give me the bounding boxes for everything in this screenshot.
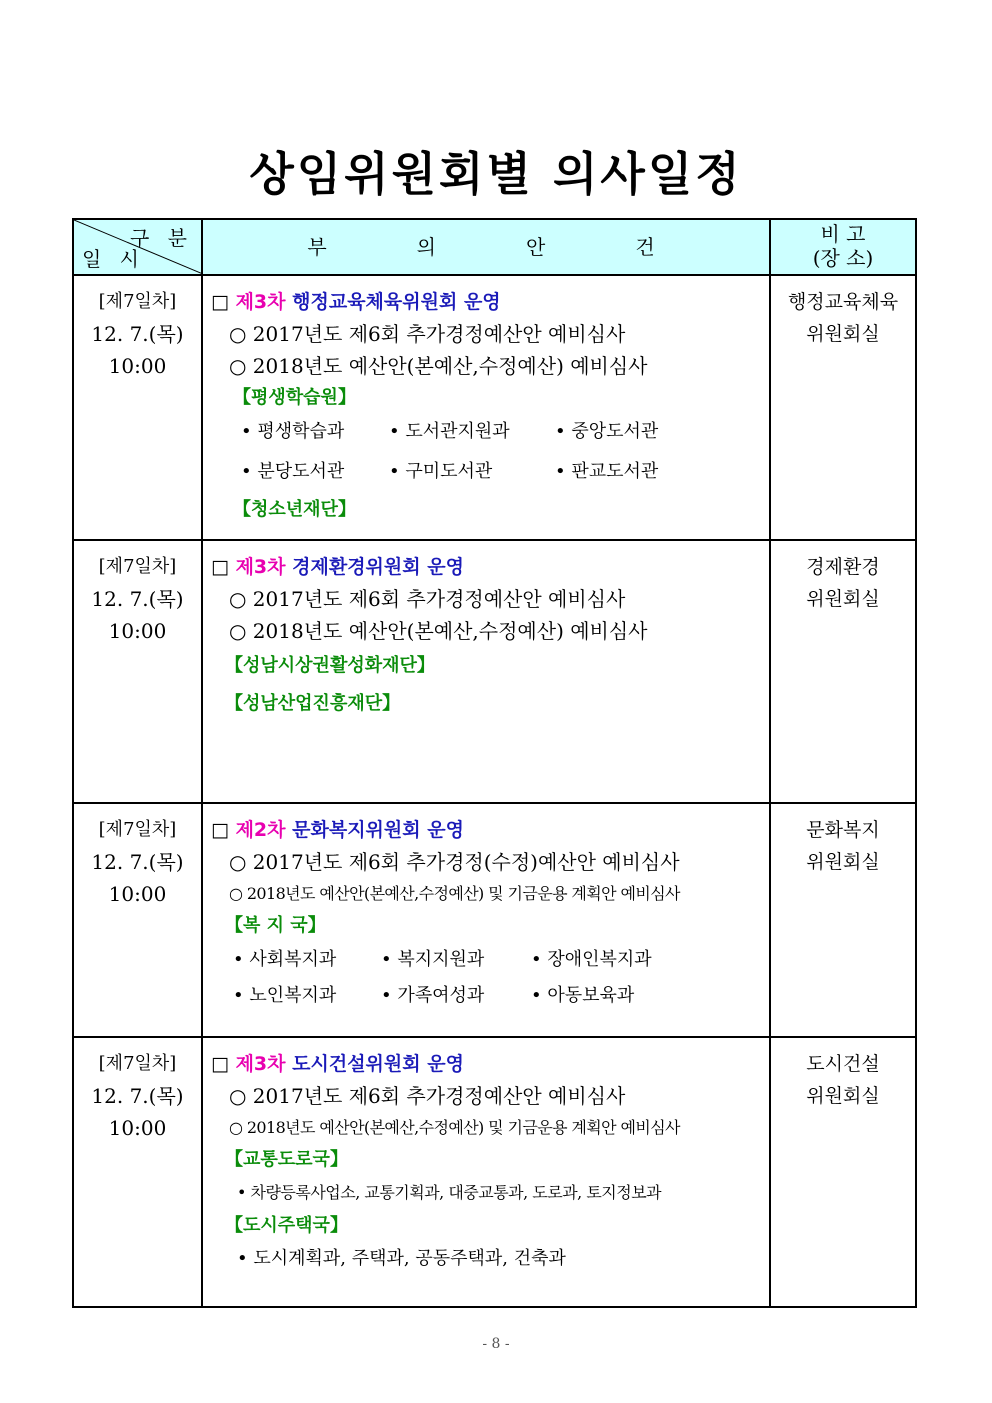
dept-item: • 중앙도서관 bbox=[555, 421, 659, 442]
agenda-item: ○ 2017년도 제6회 추가경정예산안 예비심사 bbox=[229, 322, 626, 346]
checkbox-icon: □ bbox=[211, 291, 229, 313]
schedule-table bbox=[72, 218, 917, 1308]
date-label: 12. 7.(목) bbox=[91, 587, 184, 611]
table-row bbox=[73, 540, 916, 803]
group-label: 【도시주택국】 bbox=[225, 1215, 348, 1236]
dept-item: • 구미도서관 bbox=[389, 461, 493, 482]
group-label: 【교통도로국】 bbox=[225, 1149, 348, 1170]
agenda-item: ○ 2018년도 예산안(본예산,수정예산) 및 기금운용 계획안 예비심사 bbox=[229, 884, 680, 903]
session-title: □ 제3차 도시건설위원회 운영 bbox=[211, 1053, 464, 1075]
time-label: 10:00 bbox=[108, 882, 167, 906]
group-label: 【평생학습원】 bbox=[233, 387, 356, 408]
group-label: 【성남산업진흥재단】 bbox=[225, 693, 401, 714]
group-label: 【복 지 국】 bbox=[225, 915, 326, 936]
day-label: [제7일차] bbox=[98, 556, 177, 577]
day-label: [제7일차] bbox=[98, 819, 177, 840]
header-note: 비 고 (장 소) bbox=[770, 219, 916, 275]
time-label: 10:00 bbox=[108, 354, 167, 378]
table-row bbox=[73, 1037, 916, 1307]
page-title: 상임위원회별 의사일정 bbox=[249, 147, 743, 201]
dept-item: • 분당도서관 bbox=[241, 461, 345, 482]
agenda-item: ○ 2017년도 제6회 추가경정예산안 예비심사 bbox=[229, 587, 626, 611]
group-label: 【청소년재단】 bbox=[233, 499, 356, 520]
date-label: 12. 7.(목) bbox=[91, 322, 184, 346]
dept-item: • 도서관지원과 bbox=[389, 421, 510, 442]
agenda-item: ○ 2018년도 예산안(본예산,수정예산) 및 기금운용 계획안 예비심사 bbox=[229, 1118, 680, 1137]
session-title: □ 제3차 경제환경위원회 운영 bbox=[211, 556, 464, 578]
group-label: 【성남시상권활성화재단】 bbox=[225, 655, 435, 676]
checkbox-icon: □ bbox=[211, 819, 229, 841]
place-label: 위원회실 bbox=[806, 588, 880, 610]
dept-list: • 도시계획과, 주택과, 공동주택과, 건축과 bbox=[237, 1248, 566, 1269]
time-label: 10:00 bbox=[108, 619, 167, 643]
dept-list: • 차량등록사업소, 교통기획과, 대중교통과, 도로과, 토지정보과 bbox=[237, 1183, 662, 1202]
place-label: 행정교육체육 bbox=[787, 291, 899, 313]
place-label: 도시건설 bbox=[806, 1053, 880, 1075]
session-title: □ 제2차 문화복지위원회 운영 bbox=[211, 819, 464, 841]
date-label: 12. 7.(목) bbox=[91, 850, 184, 874]
place-label: 위원회실 bbox=[806, 1085, 880, 1107]
header-date-category bbox=[73, 219, 202, 275]
dept-item: • 장애인복지과 bbox=[531, 949, 652, 970]
dept-item: • 사회복지과 bbox=[233, 949, 337, 970]
header-agenda: 부의안건 bbox=[202, 219, 770, 275]
day-label: [제7일차] bbox=[98, 291, 177, 312]
place-label: 위원회실 bbox=[806, 323, 880, 345]
dept-item: • 평생학습과 bbox=[241, 421, 345, 442]
dept-item: • 복지지원과 bbox=[381, 949, 485, 970]
place-label: 경제환경 bbox=[806, 556, 880, 578]
table-row bbox=[73, 803, 916, 1037]
agenda-item: ○ 2017년도 제6회 추가경정(수정)예산안 예비심사 bbox=[229, 850, 680, 874]
day-label: [제7일차] bbox=[98, 1053, 177, 1074]
checkbox-icon: □ bbox=[211, 556, 229, 578]
dept-item: • 아동보육과 bbox=[531, 985, 635, 1006]
agenda-item: ○ 2017년도 제6회 추가경정예산안 예비심사 bbox=[229, 1084, 626, 1108]
agenda-item: ○ 2018년도 예산안(본예산,수정예산) 예비심사 bbox=[229, 619, 648, 643]
session-title: □ 제3차 행정교육체육위원회 운영 bbox=[211, 291, 501, 313]
time-label: 10:00 bbox=[108, 1116, 167, 1140]
date-label: 12. 7.(목) bbox=[91, 1084, 184, 1108]
place-label: 위원회실 bbox=[806, 851, 880, 873]
dept-item: • 가족여성과 bbox=[381, 985, 485, 1006]
table-header-row bbox=[73, 219, 916, 275]
dept-item: • 노인복지과 bbox=[233, 985, 337, 1006]
dept-item: • 판교도서관 bbox=[555, 461, 659, 482]
page-number: - 8 - bbox=[482, 1336, 510, 1352]
place-label: 문화복지 bbox=[806, 819, 880, 841]
table-row bbox=[73, 275, 916, 540]
checkbox-icon: □ bbox=[211, 1053, 229, 1075]
header-category-label: 구 분 bbox=[130, 226, 193, 250]
agenda-item: ○ 2018년도 예산안(본예산,수정예산) 예비심사 bbox=[229, 354, 648, 378]
header-date-label: 일 시 bbox=[82, 247, 145, 271]
